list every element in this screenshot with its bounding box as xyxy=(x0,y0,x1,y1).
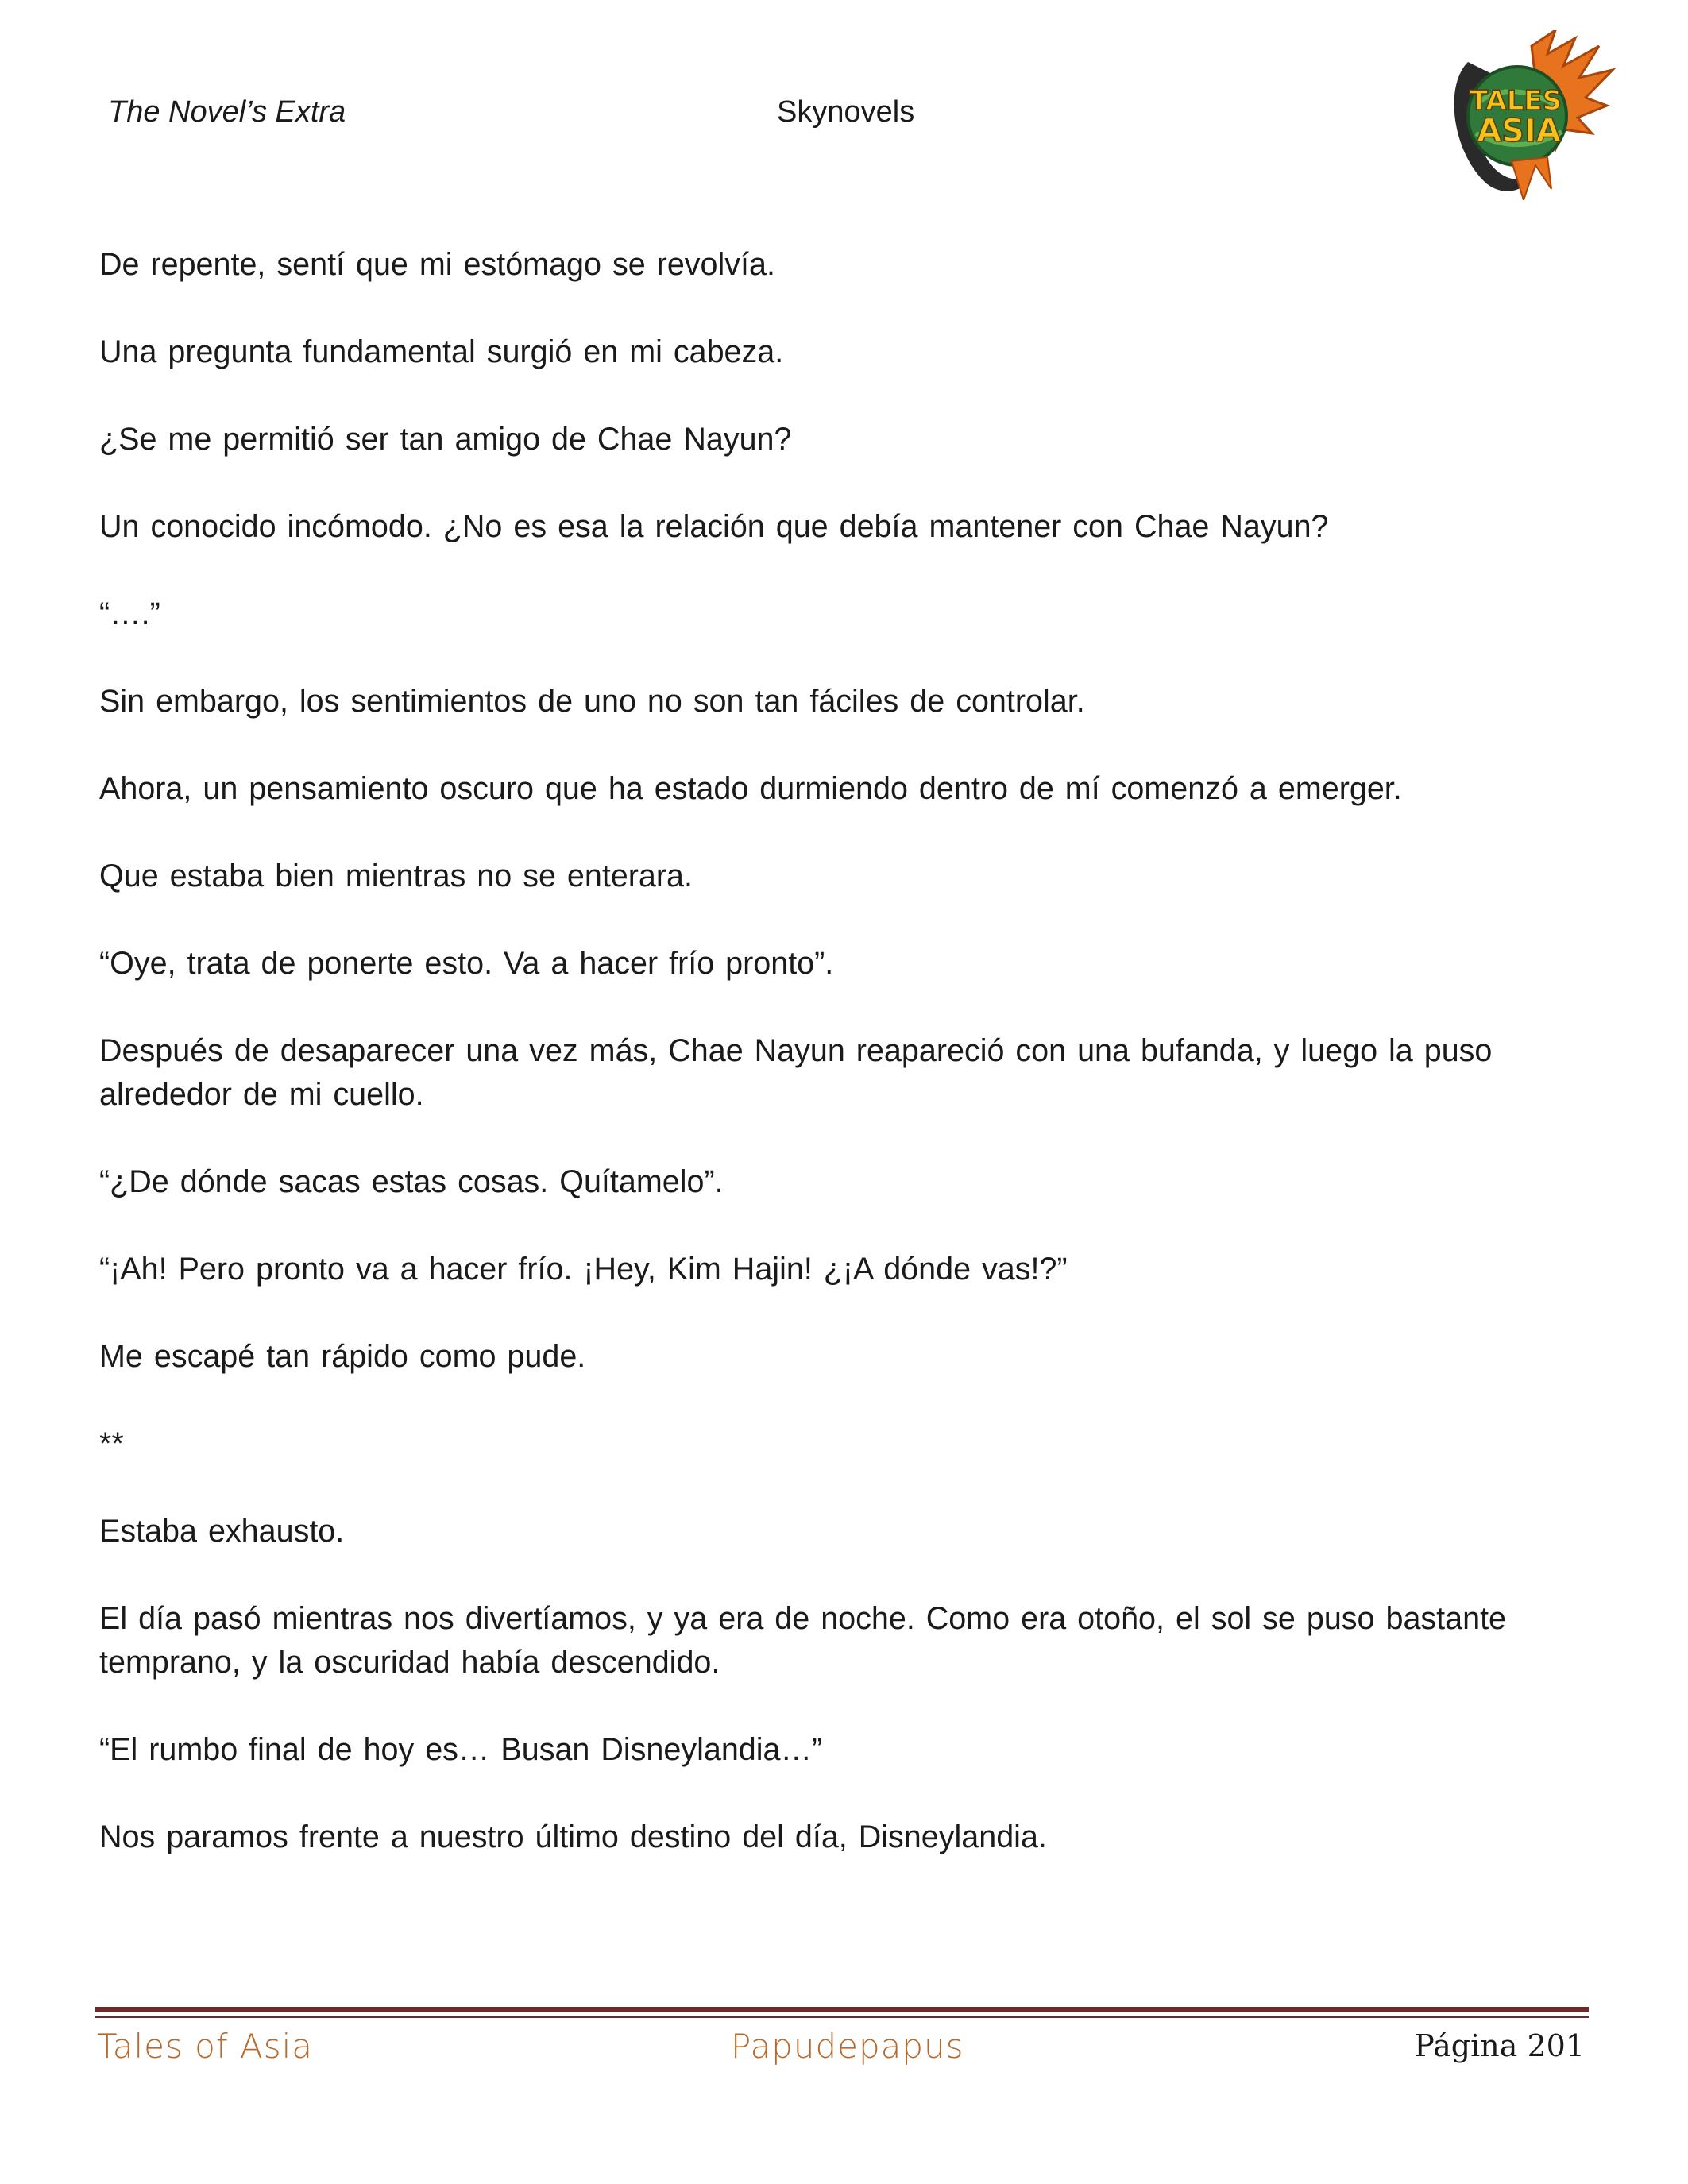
footer-translator-name: Papudepapus xyxy=(731,2027,964,2066)
footer-divider xyxy=(95,2007,1589,2018)
tales-of-asia-dragon-logo-icon xyxy=(1436,30,1616,200)
body-paragraph: Estaba exhausto. xyxy=(99,1514,345,1549)
body-paragraph: El día pasó mientras nos divertíamos, y ya era de noche. Como era otoño, el sol se puso bastante temprano, y la oscuridad había descendido. xyxy=(99,1601,1507,1680)
body-paragraph: “El rumbo final de hoy es… Busan Disneylandia…” xyxy=(99,1732,823,1767)
body-paragraph: “….” xyxy=(99,596,160,631)
chapter-body-text xyxy=(99,243,1585,1903)
body-paragraph: “¡Ah! Pero pronto va a hacer frío. ¡Hey, Kim Hajin! ¿¡A dónde vas!?” xyxy=(99,1252,1068,1287)
footer-group-name: Tales of Asia xyxy=(97,2027,314,2066)
header-novel-title: The Novel’s Extra xyxy=(108,95,346,129)
body-paragraph: Sin embargo, los sentimientos de uno no son tan fáciles de controlar. xyxy=(99,684,1085,719)
body-paragraph: De repente, sentí que mi estómago se revolvía. xyxy=(99,247,775,282)
logo-text-line1: TALES xyxy=(1469,85,1562,117)
logo-text-line2: ASIA xyxy=(1477,113,1561,149)
body-paragraph: Después de desaparecer una vez más, Chae Nayun reapareció con una bufanda, y luego la puso alrededor de mi cuello. xyxy=(99,1033,1493,1112)
body-paragraph: Nos paramos frente a nuestro último destino del día, Disneylandia. xyxy=(99,1819,1047,1854)
body-paragraph: Un conocido incómodo. ¿No es esa la relación que debía mantener con Chae Nayun? xyxy=(99,509,1329,544)
page-number: Página 201 xyxy=(1414,2028,1585,2063)
body-paragraph: ** xyxy=(99,1426,124,1461)
header-site-name: Skynovels xyxy=(777,95,915,129)
body-paragraph: “¿De dónde sacas estas cosas. Quítamelo”. xyxy=(99,1164,724,1199)
body-paragraph: Ahora, un pensamiento oscuro que ha estado durmiendo dentro de mí comenzó a emerger. xyxy=(99,771,1402,806)
body-paragraph: ¿Se me permitió ser tan amigo de Chae Nayun? xyxy=(99,422,792,457)
body-paragraph: Que estaba bien mientras no se enterara. xyxy=(99,859,693,893)
body-paragraph: “Oye, trata de ponerte esto. Va a hacer frío pronto”. xyxy=(99,946,834,981)
body-paragraph: Una pregunta fundamental surgió en mi cabeza. xyxy=(99,334,784,369)
body-paragraph: Me escapé tan rápido como pude. xyxy=(99,1339,586,1374)
